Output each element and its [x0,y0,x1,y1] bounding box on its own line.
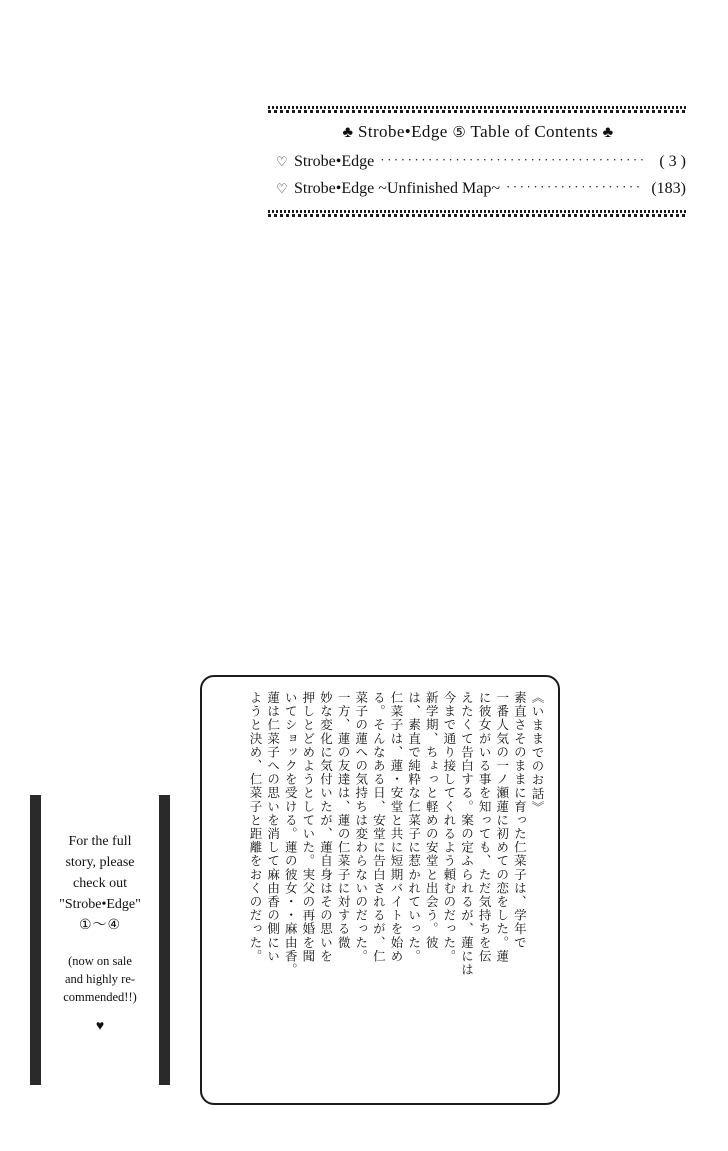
club-suit-icon: ♣ [342,124,354,141]
toc-title-left: Strobe•Edge [358,122,448,141]
left-note [30,795,170,1085]
heart-outline-icon: ♡ [276,181,288,196]
synopsis-line: 一番人気の一ノ瀬蓮に初めての恋をした。蓮 [494,691,510,963]
synopsis-line: いてショックを受ける。蓮の彼女・・麻由香。 [283,691,299,977]
left-note-line-4: "Strobe•Edge" [59,897,141,912]
toc-bottom-rule [268,210,688,217]
synopsis-line: は、素直で純粋な仁菜子に惹かれていった。 [406,691,422,963]
club-suit-icon: ♣ [602,124,614,141]
left-note-line-8: commended!!) [63,990,137,1005]
synopsis-line: えたくて告白する。案の定ふられるが、蓮には [459,691,475,977]
toc-entry-page: (183) [651,180,686,197]
synopsis-line: る。そんなある日、安堂に告白されるが、仁 [371,691,387,963]
synopsis-line: 押しとどめようとしていた。実父の再婚を聞 [300,691,316,963]
synopsis-line: 菜子の蓮への気持ちは変わらないのだった。 [353,691,369,963]
decorative-bar-right [159,795,170,1085]
heart-icon: ♥ [95,1019,105,1035]
left-note-line-7: and highly re- [64,972,136,987]
left-note-line-1: For the full [68,834,132,849]
toc-top-rule [268,106,688,113]
synopsis-columns [214,691,546,1091]
heart-outline-icon: ♡ [276,154,288,169]
toc-entry-leader: ······································· [380,152,647,167]
decorative-bar-left [30,795,41,1085]
left-note-line-2: story, please [65,855,135,870]
synopsis-line: 一方、蓮の友達は、蓮の仁菜子に対する微 [336,691,352,950]
synopsis-line: 新学期、ちょっと軽めの安堂と出会う。彼 [424,691,440,950]
toc-entry[interactable] [268,144,688,171]
toc-entry-page: ( 3 ) [659,153,686,170]
toc-entry[interactable] [268,171,688,198]
synopsis-line: に彼女がいる事を知っても、ただ気持ちを伝 [477,691,493,963]
synopsis-line: ようと決め、仁菜子と距離をおくのだった。 [248,691,263,963]
synopsis-line: 妙な変化に気付いたが、蓮自身はその思いを [318,691,334,963]
synopsis-heading: 《いままでのお話》 [530,691,545,815]
left-note-line-3: check out [72,876,128,891]
synopsis-line: 今まで通り接してくれるよう頼むのだった。 [441,691,457,963]
toc-volume-number: ⑤ [452,125,467,141]
left-note-text [46,831,154,1037]
toc-title [268,113,688,144]
left-note-line-6: (now on sale [68,954,132,968]
left-note-volumes: ①〜④ [78,918,122,933]
synopsis-line: 蓮は仁菜子への思いを消して麻由香の側にい [265,691,281,963]
toc-entry-label: Strobe•Edge ~Unfinished Map~ [294,180,500,197]
synopsis-line: 素直さそのままに育った仁菜子は、学年で [512,691,528,950]
synopsis-box [200,675,560,1105]
synopsis-line: 仁菜子は、蓮・安堂と共に短期バイトを始め [389,691,404,963]
table-of-contents [268,106,688,217]
toc-title-right: Table of Contents [470,122,598,141]
toc-entry-leader: ···················· [506,179,643,194]
toc-entry-label: Strobe•Edge [294,153,375,170]
